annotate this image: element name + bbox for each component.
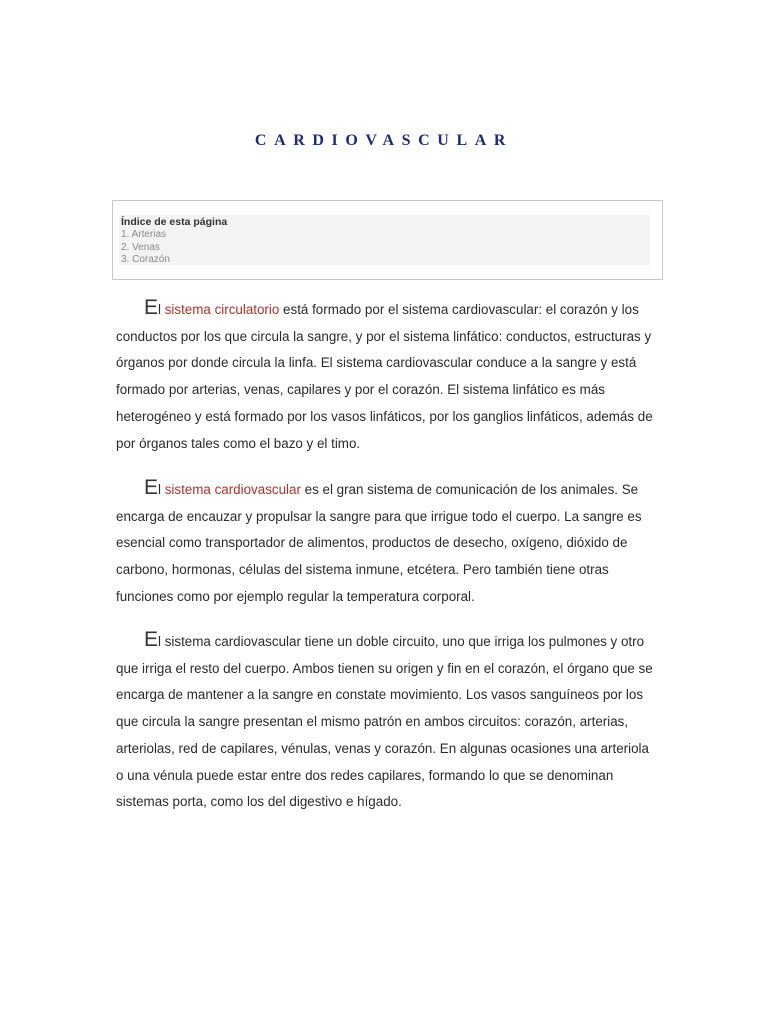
dropcap: E — [144, 628, 159, 651]
toc-item-venas[interactable]: 2. Venas — [121, 241, 160, 253]
dropcap: E — [144, 476, 159, 499]
toc-panel — [119, 215, 650, 265]
toc-heading: Índice de esta página — [121, 216, 228, 228]
paragraph-lead: l — [158, 482, 165, 497]
link-sistema-circulatorio[interactable]: sistema circulatorio — [164, 302, 280, 317]
paragraph-2 — [116, 477, 656, 611]
paragraph-text: es el gran sistema de comunicación de los animales. Se encarga de encauzar y propulsar la sangre para que irrigue todo el cuerpo. La sangre es esencial como transportador de alimentos, productos de desecho, oxígeno, dióxido de carbono, hormonas, células del sistema inmune, etcétera. Pero también tiene otras funciones como por ejemplo regular la temperatura corporal. — [116, 482, 642, 604]
paragraph-lead: l — [158, 302, 165, 317]
paragraph-text: l sistema cardiovascular tiene un doble circuito, uno que irriga los pulmones y otro que irriga el resto del cuerpo. Ambos tienen su origen y fin en el corazón, el órgano que se encarga de mantener a la sangre en constate movimiento. Los vasos sanguíneos por los que circula la sangre presentan el mismo patrón en ambos circuitos: corazón, arterias, arteriolas, red de capilares, vénulas, venas y corazón. En algunas ocasiones una arteriola o una vénula puede estar entre dos redes capilares, formando lo que se denominan sistemas porta, como los del digestivo e hígado. — [116, 634, 653, 810]
toc-item-arterias[interactable]: 1. Arterias — [121, 229, 167, 240]
paragraph-1 — [116, 297, 656, 457]
toc-item-corazon[interactable]: 3. Corazón — [121, 254, 170, 265]
paragraph-text: está formado por el sistema cardiovascular: el corazón y los conductos por los que circula la sangre, y por el sistema linfático: conductos, estructuras y órganos por donde circula la linfa. El sistema cardiovascular conduce a la sangre y está formado por arterias, venas, capilares y por el corazón. El sistema linfático es más heterogéneo y está formado por los vasos linfáticos, por los ganglios linfáticos, además de por órganos tales como el bazo y el timo. — [116, 302, 653, 451]
dropcap: E — [144, 296, 159, 319]
table-of-contents — [112, 200, 663, 280]
paragraph-3 — [116, 629, 656, 816]
link-sistema-cardiovascular[interactable]: sistema cardiovascular — [164, 482, 301, 497]
page-title: CARDIOVASCULAR — [254, 132, 514, 149]
